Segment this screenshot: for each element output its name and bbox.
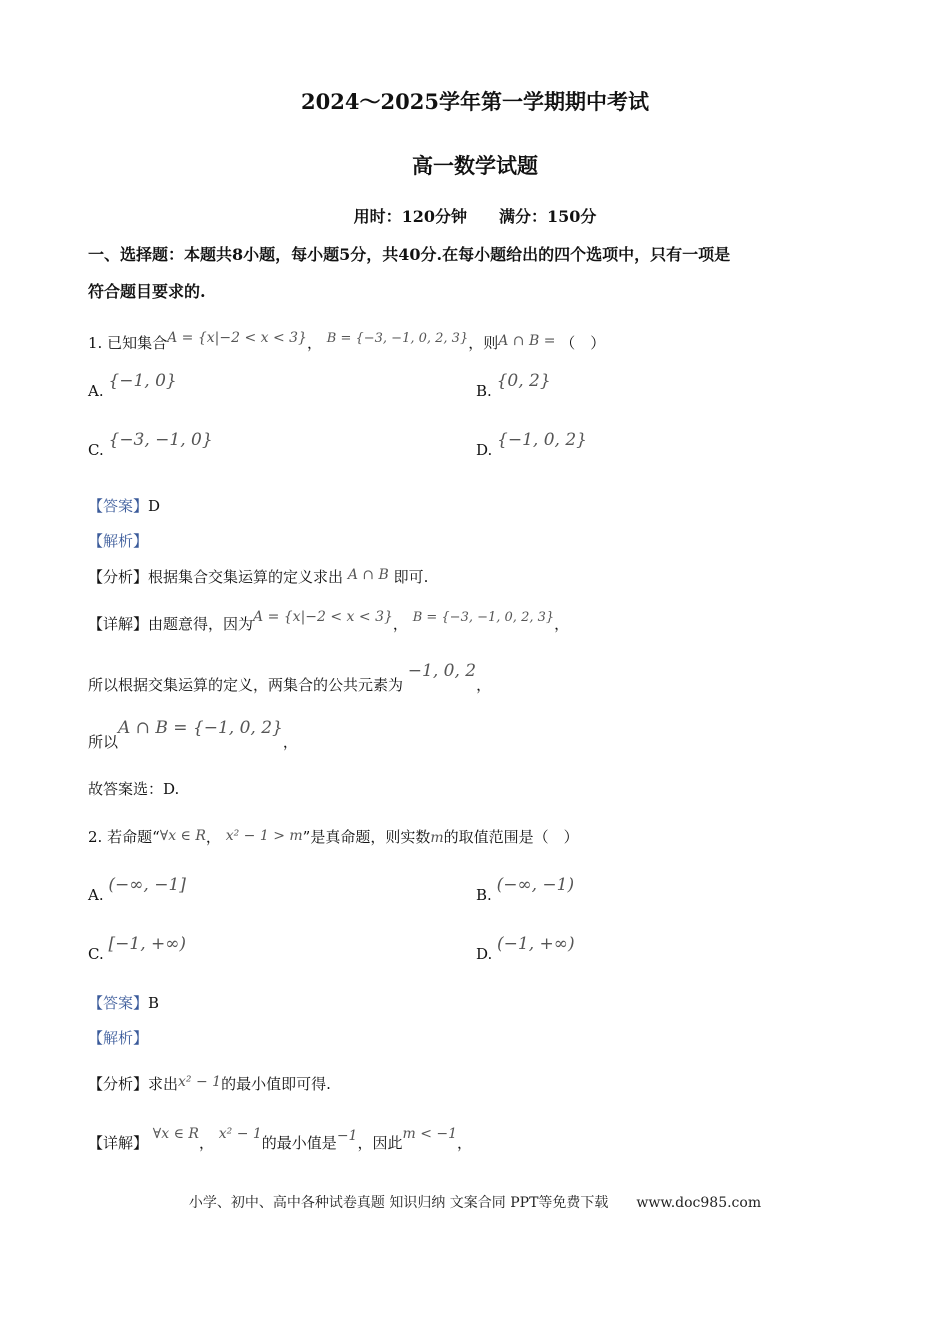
q2-fenxi-end: 的最小值即可得.	[221, 1075, 331, 1093]
q1-xj2-text: 所以根据交集运算的定义，两集合的公共元素为	[88, 676, 404, 694]
q1-option-a-label: A.	[88, 382, 104, 400]
q1-fenxi-end: 即可.	[393, 568, 429, 586]
q1-option-a-value: {−1, 0}	[108, 371, 177, 391]
question-1-stem	[88, 332, 605, 353]
q1-fenxi-text: 根据集合交集运算的定义求出	[148, 568, 344, 586]
q2-option-d	[476, 934, 575, 964]
exam-title: 2024～2025学年第一学期期中考试	[301, 89, 649, 114]
q2-option-c-value: [−1, +∞)	[108, 934, 187, 954]
q1-conclusion: 故答案选：D.	[88, 780, 180, 798]
q2-xj-math-forall: ∀x ∈ R	[152, 1126, 199, 1142]
exam-meta: 用时：120分钟 满分：150分	[353, 207, 597, 226]
question-2-stem	[88, 826, 579, 847]
q2-xj-text: 的最小值是	[261, 1134, 337, 1152]
q2-prefix: 2. 若命题“	[88, 828, 160, 846]
q2-end: 的取值范围是（ ）	[443, 828, 579, 846]
q1-xj1-set-b: B = {−3, −1, 0, 2, 3}	[412, 610, 555, 625]
q2-option-b	[476, 875, 575, 905]
q1-answer-value: D	[148, 497, 161, 515]
q2-xj-math-expr: x² − 1	[218, 1126, 262, 1142]
q1-option-b-value: {0, 2}	[496, 371, 551, 391]
q2-mid: ”是真命题，则实数	[302, 828, 431, 846]
q2-fenxi	[88, 1073, 331, 1094]
q1-mid: ，则	[468, 334, 499, 352]
q2-option-b-value: (−∞, −1)	[496, 875, 575, 895]
q2-fenxi-tag: 【分析】	[88, 1075, 149, 1093]
q1-option-d-value: {−1, 0, 2}	[497, 430, 587, 450]
q2-fenxi-math: x² − 1	[178, 1074, 222, 1090]
q1-xj1-end: ，	[554, 615, 570, 633]
q2-math-ineq: x² − 1 > m	[225, 828, 303, 844]
q2-option-d-label: D.	[476, 945, 493, 963]
q2-xj-math-min: −1	[336, 1128, 358, 1144]
q2-xj-math-result: m < −1	[402, 1126, 458, 1142]
q1-xiangjie-line3	[88, 718, 298, 752]
q2-option-c	[88, 934, 187, 964]
q2-math-m: m	[430, 830, 444, 846]
q2-xj-end: ，	[457, 1134, 473, 1152]
q2-xj-text2: ，因此	[357, 1134, 403, 1152]
q1-answer-tag: 【答案】	[88, 497, 149, 515]
q1-xj3-math: A ∩ B = {−1, 0, 2}	[118, 718, 283, 738]
q2-xiangjie	[88, 1126, 473, 1153]
q1-set-b: B = {−3, −1, 0, 2, 3}	[326, 331, 469, 346]
q1-paren: （ ）	[560, 334, 606, 352]
q2-comma: ，	[205, 828, 221, 846]
q2-option-a	[88, 875, 186, 905]
q1-comma: ，	[306, 334, 322, 352]
q1-xj2-end: ，	[476, 676, 492, 694]
q1-option-c-label: C.	[88, 441, 104, 459]
q1-option-a	[88, 371, 177, 401]
section-heading-line2: 符合题目要求的.	[88, 282, 206, 301]
q1-option-c-value: {−3, −1, 0}	[108, 430, 213, 450]
page-footer: 小学、初中、高中各种试卷真题 知识归纳 文案合同 PPT等免费下载 www.doc985.com	[188, 1195, 762, 1211]
q2-option-c-label: C.	[88, 945, 104, 963]
q2-xj-comma: ，	[198, 1134, 214, 1152]
q2-option-a-label: A.	[88, 886, 104, 904]
q1-analysis-tag: 【解析】	[88, 532, 149, 550]
q1-option-b	[476, 371, 551, 401]
q1-ask: A ∩ B =	[498, 333, 556, 349]
q1-xiangjie-line1	[88, 609, 570, 634]
section-heading-line1: 一、选择题：本题共8小题，每小题5分，共40分.在每小题给出的四个选项中，只有一项是	[88, 245, 731, 264]
q1-xiangjie-tag: 【详解】	[88, 615, 149, 633]
q2-answer-tag: 【答案】	[88, 994, 149, 1012]
q1-xj3-text: 所以	[88, 733, 119, 751]
q1-fenxi-tag: 【分析】	[88, 568, 149, 586]
q1-xj1-set-a: A = {x|−2 < x < 3}	[253, 609, 393, 625]
q2-xiangjie-tag: 【详解】	[88, 1134, 149, 1152]
q1-option-d	[476, 430, 587, 460]
q1-prefix: 1. 已知集合	[88, 334, 168, 352]
q1-answer	[88, 495, 160, 516]
q1-fenxi-math: A ∩ B	[347, 567, 389, 583]
q1-xj2-math: −1, 0, 2	[407, 661, 477, 681]
q2-math-forall: ∀x ∈ R	[159, 828, 206, 844]
q1-option-b-label: B.	[476, 382, 492, 400]
q1-xj1-text: 由题意得，因为	[148, 615, 254, 633]
q2-option-b-label: B.	[476, 886, 492, 904]
q2-option-d-value: (−1, +∞)	[497, 934, 575, 954]
q1-fenxi	[88, 566, 428, 587]
q1-xj3-end: ，	[282, 733, 298, 751]
q1-xiangjie-line2	[88, 661, 492, 695]
q2-option-a-value: (−∞, −1]	[108, 875, 186, 895]
q2-analysis-tag: 【解析】	[88, 1029, 149, 1047]
q2-fenxi-text: 求出	[148, 1075, 179, 1093]
q1-set-a: A = {x|−2 < x < 3}	[167, 330, 307, 346]
q1-xj1-comma: ，	[392, 615, 408, 633]
q2-answer	[88, 992, 159, 1013]
q1-option-c	[88, 430, 213, 460]
q1-option-d-label: D.	[476, 441, 493, 459]
q2-answer-value: B	[148, 994, 160, 1012]
exam-subtitle: 高一数学试题	[412, 153, 538, 178]
